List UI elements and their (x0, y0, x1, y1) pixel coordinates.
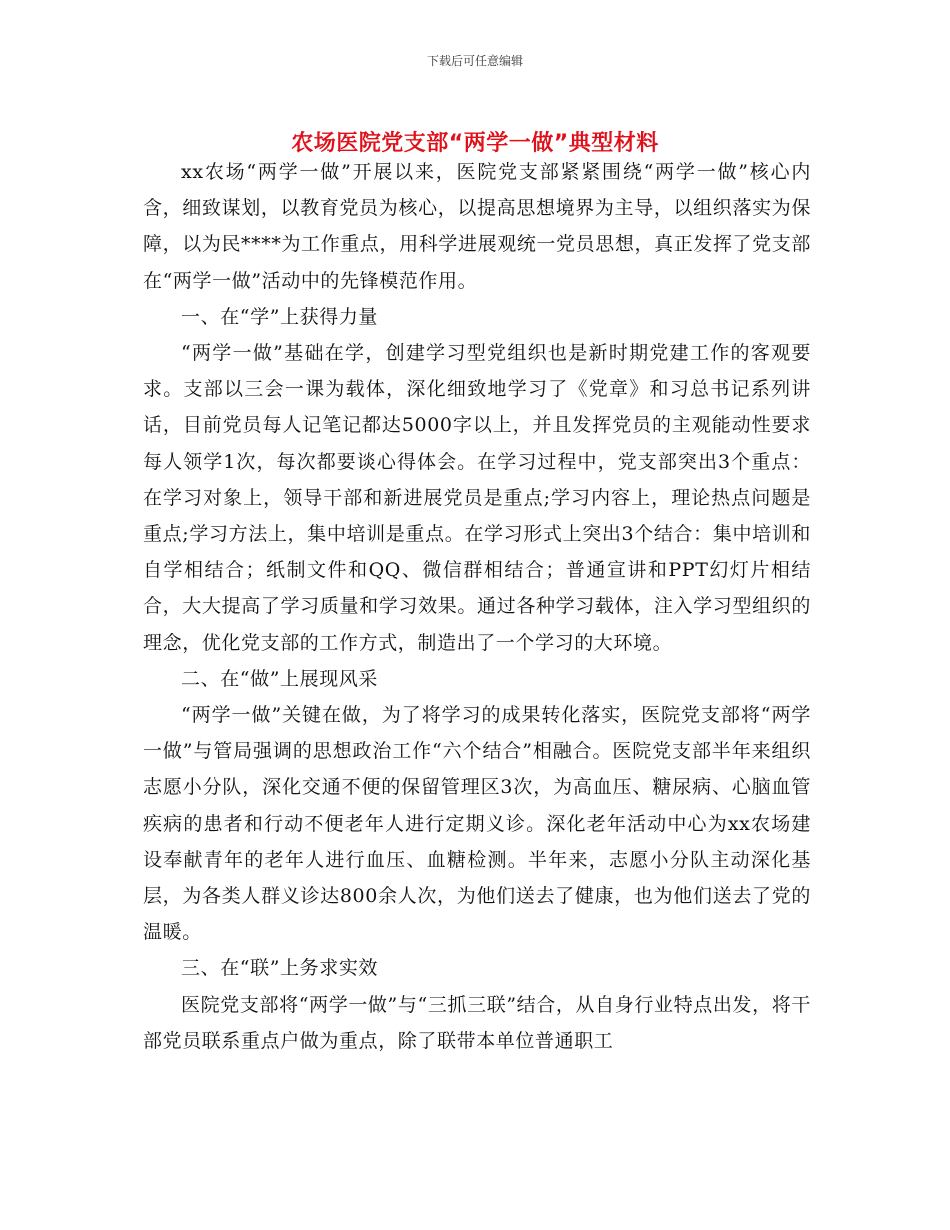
paragraph-link: 医院党支部将“两学一做”与“三抓三联”结合，从自身行业特点出发，将干部党员联系重点户做为重点，除了联带本单位普通职工 (143, 993, 811, 1052)
section-heading-link: 三、在“联”上务求实效 (181, 957, 379, 980)
document-body (143, 154, 811, 1059)
document-title: 农场医院党支部“两学一做”典型材料 (291, 130, 659, 156)
section-heading-do: 二、在“做”上展现风采 (181, 667, 379, 690)
section-heading-study: 一、在“学”上获得力量 (181, 305, 379, 328)
paragraph-intro: xx农场“两学一做”开展以来，医院党支部紧紧围绕“两学一做”核心内含，细致谋划，以教育党员为核心，以提高思想境界为主导，以组织落实为保障，以为民****为工作重点，用科学进展观统一党员思想，真正发挥了党支部在“两学一做”活动中的先锋模范作用。 (143, 161, 811, 292)
paragraph-do: “两学一做”关键在做，为了将学习的成果转化落实，医院党支部将“两学一做”与管局强调的思想政治工作“六个结合”相融合。医院党支部半年来组织志愿小分队，深化交通不便的保留管理区3次，为高血压、糖尿病、心脑血管疾病的患者和行动不便老年人进行定期义诊。深化老年活动中心为xx农场建设奉献青年的老年人进行血压、血糖检测。半年来，志愿小分队主动深化基层，为各类人群义诊达800余人次，为他们送去了健康，也为他们送去了党的温暖。 (143, 704, 811, 944)
paragraph-study: “两学一做”基础在学，创建学习型党组织也是新时期党建工作的客观要求。支部以三会一课为载体，深化细致地学习了《党章》和习总书记系列讲话，目前党员每人记笔记都达5000字以上，并且发挥党员的主观能动性要求每人领学1次，每次都要谈心得体会。在学习过程中，党支部突出3个重点：在学习对象上，领导干部和新进展党员是重点;学习内容上，理论热点问题是重点;学习方法上，集中培训是重点。在学习形式上突出3个结合：集中培训和自学相结合；纸制文件和QQ、微信群相结合；普通宣讲和PPT幻灯片相结合，大大提高了学习质量和学习效果。通过各种学习载体，注入学习型组织的理念，优化党支部的工作方式，制造出了一个学习的大环境。 (143, 342, 811, 654)
header-note: 下载后可任意编辑 (426, 54, 523, 68)
